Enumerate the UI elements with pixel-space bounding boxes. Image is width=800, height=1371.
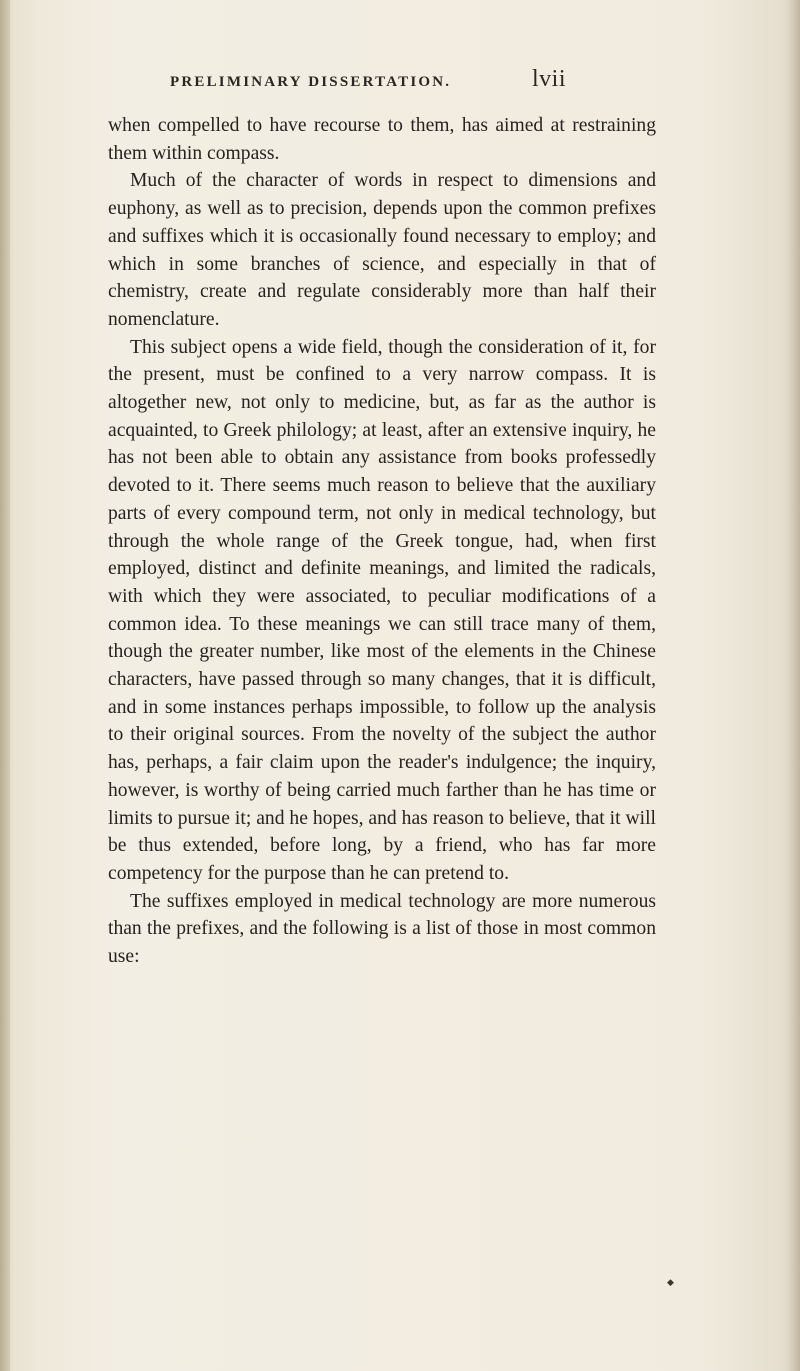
paragraph-prefixes-suffixes: Much of the character of words in respect to dimensions and euphony, as well as to precision, depends upon the common prefixes and suffixes which it is occasionally found necessary to employ; and which in some branches of science, and especially in that of chemistry, create and regulate considerably more than half their nomenclature. [108, 170, 656, 330]
page-spine-shadow [0, 0, 10, 1371]
paragraph-subject-field: This subject opens a wide field, though the consideration of it, for the present, must be confined to a very narrow compass. It is altogether new, not only to medicine, but, as far as the author is acquainted, to Greek philology; at least, after an extensive inquiry, he has not been able to obtain any assistance from books professedly devoted to it. There seems much reason to believe that the auxiliary parts of every compound term, not only in medical technology, but through the whole range of the Greek tongue, had, when first employed, distinct and definite meanings, and limited the radicals, with which they were associated, to peculiar modifications of a common idea. To these meanings we can still trace many of them, though the greater number, like most of the elements in the Chinese characters, have passed through so many changes, that it is difficult, and in some instances perhaps impossible, to follow up the analysis to their original sources. From the novelty of the subject the author has, perhaps, a fair claim upon the reader's indulgence; the inquiry, however, is worthy of being carried much farther than he has time or limits to pursue it; and he hopes, and has reason to believe, that it will be thus extended, before long, by a friend, who has far more competency for the purpose than he can pretend to. [108, 336, 656, 884]
body-text [108, 112, 656, 971]
ink-speck: ◆ [667, 1278, 674, 1288]
page-number: lvii [532, 66, 567, 92]
page-edge-shadow [788, 0, 800, 1371]
paragraph-suffix-list-intro: The suffixes employed in medical technology are more numerous than the prefixes, and the following is a list of those in most common use: [108, 890, 656, 968]
header-title: PRELIMINARY DISSERTATION. [170, 74, 452, 90]
paragraph-continuation: when compelled to have recourse to them, has aimed at restraining them within compass. [108, 115, 656, 164]
